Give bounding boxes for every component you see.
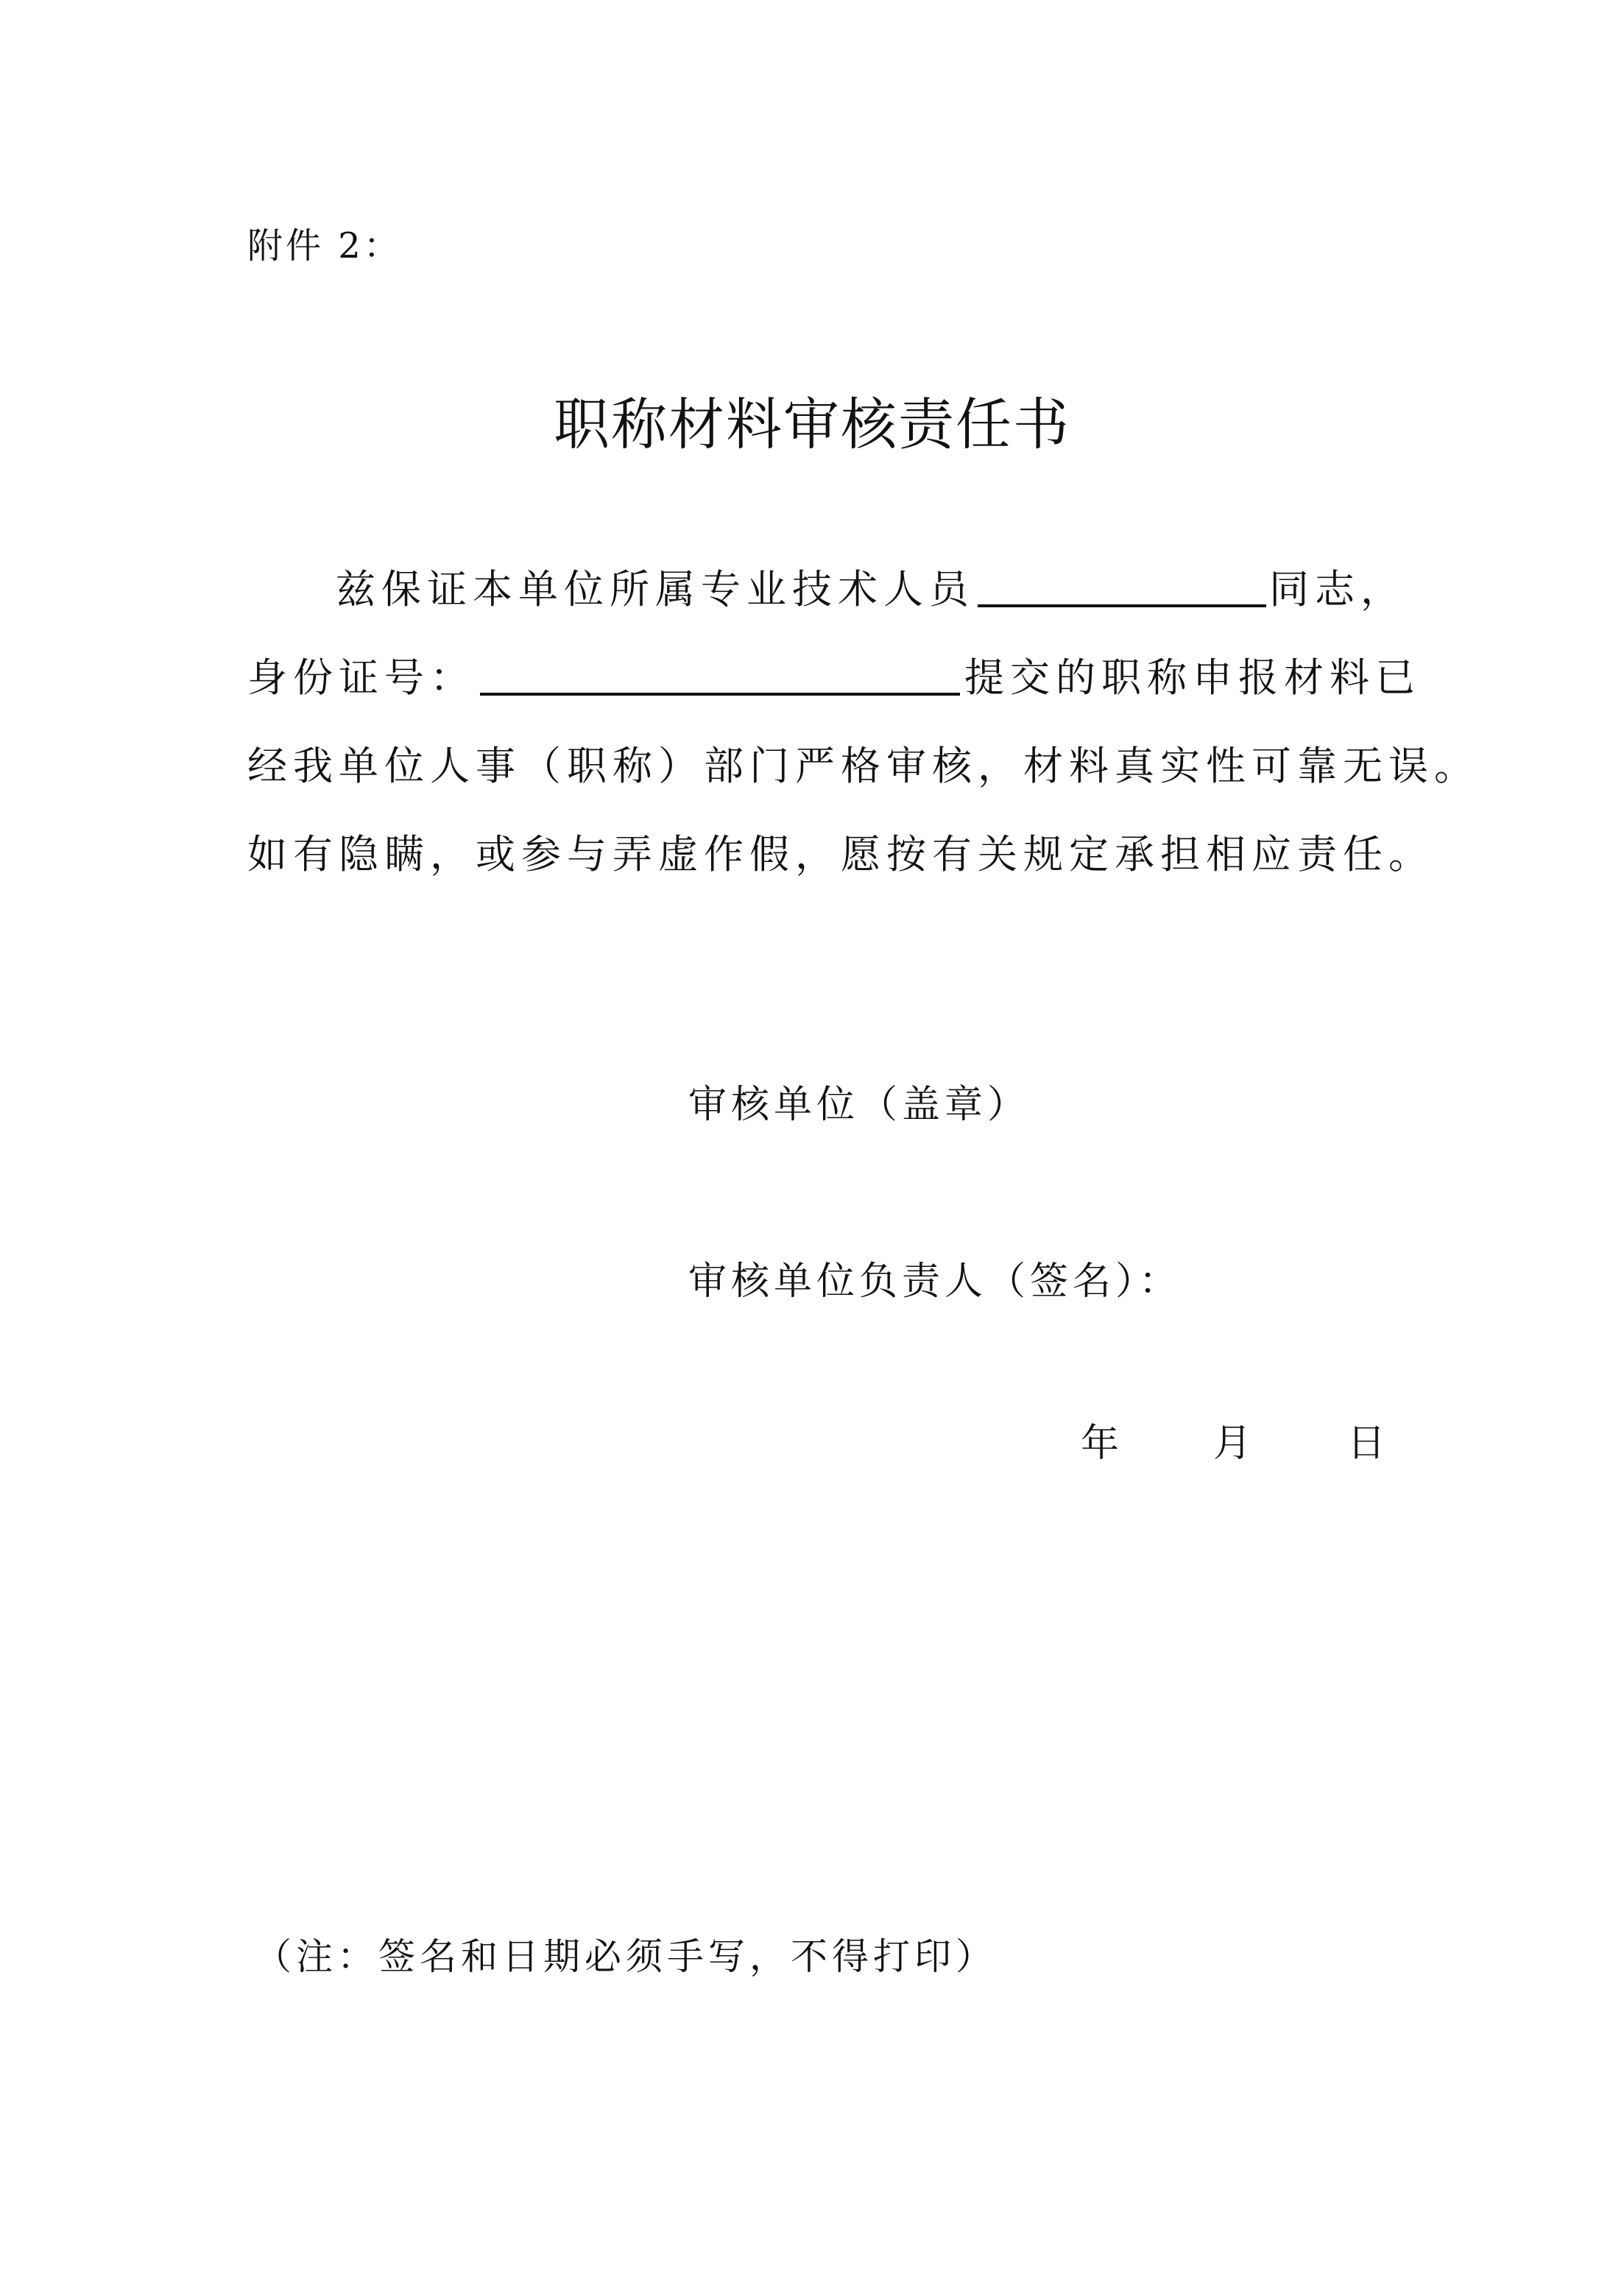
- body-line-1: [336, 558, 1406, 615]
- body-line-3: 经我单位人事（职称）部门严格审核，材料真实性可靠无误。: [247, 743, 1480, 789]
- date-year-label: 年: [1081, 1421, 1120, 1466]
- body-line-2-text-after: 提交的职称申报材料已: [964, 654, 1421, 701]
- name-blank-field: [978, 566, 1266, 607]
- id-number-blank-field: [480, 654, 960, 696]
- reviewing-unit-seal-label: 审核单位（盖章）: [688, 1083, 1031, 1127]
- date-day-label: 日: [1347, 1421, 1386, 1466]
- reviewing-unit-head-signature-label: 审核单位负责人（签名）：: [688, 1260, 1182, 1304]
- body-line-2: [247, 646, 1421, 703]
- body-line-2-text-before: 身份证号：: [247, 654, 476, 701]
- body-line-1-text-after: 同志，: [1269, 566, 1406, 612]
- body-line-4: 如有隐瞒，或参与弄虚作假，愿按有关规定承担相应责任。: [247, 831, 1434, 877]
- body-line-1-text-before: 兹保证本单位所属专业技术人员: [336, 566, 975, 612]
- handwriting-note: （注：签名和日期必须手写，不得打印）: [255, 1935, 997, 1978]
- date-month-label: 月: [1213, 1421, 1252, 1466]
- document-title: 职称材料审核责任书: [554, 392, 1070, 457]
- attachment-label: 附件 2：: [247, 225, 402, 266]
